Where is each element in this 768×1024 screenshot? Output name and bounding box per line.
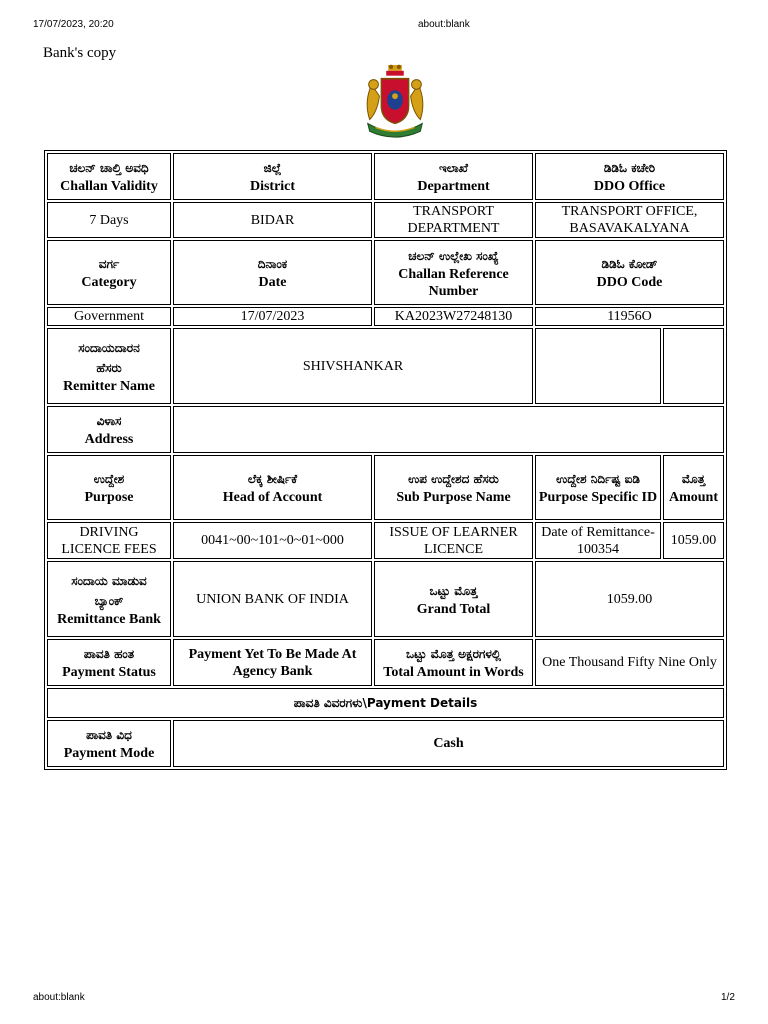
remittance-bank-label: ಸಂದಾಯ ಮಾಡುವ ಬ್ಯಾಂಕ್ Remittance Bank	[47, 561, 171, 637]
category-label: ವರ್ಗ Category	[47, 240, 171, 305]
date-value: 17/07/2023	[173, 307, 372, 326]
amount-label: ಮೊತ್ತ Amount	[663, 455, 724, 520]
payment-mode-label: ಪಾವತಿ ವಿಧ Payment Mode	[47, 720, 171, 767]
copy-label: Bank's copy	[43, 45, 117, 61]
purpose-label: ಉದ್ದೇಶ Purpose	[47, 455, 171, 520]
address-value	[173, 406, 724, 453]
date-label: ದಿನಾಂಕ Date	[173, 240, 372, 305]
payment-details-heading: ಪಾವತಿ ವಿವರಗಳು\Payment Details	[47, 688, 724, 718]
remitter-blank-cell	[535, 328, 661, 404]
purpose-id-value: Date of Remittance-100354	[535, 522, 661, 559]
category-value: Government	[47, 307, 171, 326]
remittance-bank-value: UNION BANK OF INDIA	[173, 561, 372, 637]
remitter-name-label: ಸಂದಾಯದಾರನ ಹೆಸರು Remitter Name	[47, 328, 171, 404]
purpose-value: DRIVING LICENCE FEES	[47, 522, 171, 559]
karnataka-emblem-icon	[356, 63, 434, 141]
amount-value: 1059.00	[663, 522, 724, 559]
remitter-name-value: SHIVSHANKAR	[173, 328, 533, 404]
remitter-blank-cell-2	[663, 328, 724, 404]
ddo-code-label: ಡಿಡಿಓ ಕೋಡ್ DDO Code	[535, 240, 724, 305]
district-label: ಜಿಲ್ಲೆ District	[173, 153, 372, 200]
page-number: 1/2	[721, 992, 735, 1003]
ddo-office-label: ಡಿಡಿಓ ಕಚೇರಿ DDO Office	[535, 153, 724, 200]
sub-purpose-value: ISSUE OF LEARNER LICENCE	[374, 522, 533, 559]
district-value: BIDAR	[173, 202, 372, 238]
print-footer-url: about:blank	[33, 992, 85, 1003]
grand-total-value: 1059.00	[535, 561, 724, 637]
sub-purpose-label: ಉಪ ಉದ್ದೇಶದ ಹೆಸರು Sub Purpose Name	[374, 455, 533, 520]
payment-status-label: ಪಾವತಿ ಹಂತ Payment Status	[47, 639, 171, 686]
total-words-value: One Thousand Fifty Nine Only	[535, 639, 724, 686]
challan-validity-value: 7 Days	[47, 202, 171, 238]
head-of-account-value: 0041~00~101~0~01~000	[173, 522, 372, 559]
challan-ref-value: KA2023W27248130	[374, 307, 533, 326]
purpose-id-label: ಉದ್ದೇಶ ನಿರ್ದಿಷ್ಟ ಐಡಿ Purpose Specific ID	[535, 455, 661, 520]
grand-total-label: ಒಟ್ಟು ಮೊತ್ತ Grand Total	[374, 561, 533, 637]
payment-mode-value: Cash	[173, 720, 724, 767]
print-header-url: about:blank	[418, 19, 470, 30]
total-words-label: ಒಟ್ಟು ಮೊತ್ತ ಅಕ್ಷರಗಳಲ್ಲಿ Total Amount in Words	[374, 639, 533, 686]
challan-validity-label: ಚಲನ್ ಚಾಲ್ತಿ ಅವಧಿ Challan Validity	[47, 153, 171, 200]
challan-table	[44, 150, 727, 770]
head-of-account-label: ಲೆಕ್ಕ ಶೀರ್ಷಿಕೆ Head of Account	[173, 455, 372, 520]
ddo-office-value: TRANSPORT OFFICE, BASAVAKALYANA	[535, 202, 724, 238]
department-value: TRANSPORT DEPARTMENT	[374, 202, 533, 238]
ddo-code-value: 11956O	[535, 307, 724, 326]
challan-ref-label: ಚಲನ್ ಉಲ್ಲೇಖ ಸಂಖ್ಯೆ Challan Reference Number	[374, 240, 533, 305]
address-label: ವಿಳಾಸ Address	[47, 406, 171, 453]
department-label: ಇಲಾಖೆ Department	[374, 153, 533, 200]
print-datetime: 17/07/2023, 20:20	[33, 19, 114, 30]
payment-status-value: Payment Yet To Be Made At Agency Bank	[173, 639, 372, 686]
